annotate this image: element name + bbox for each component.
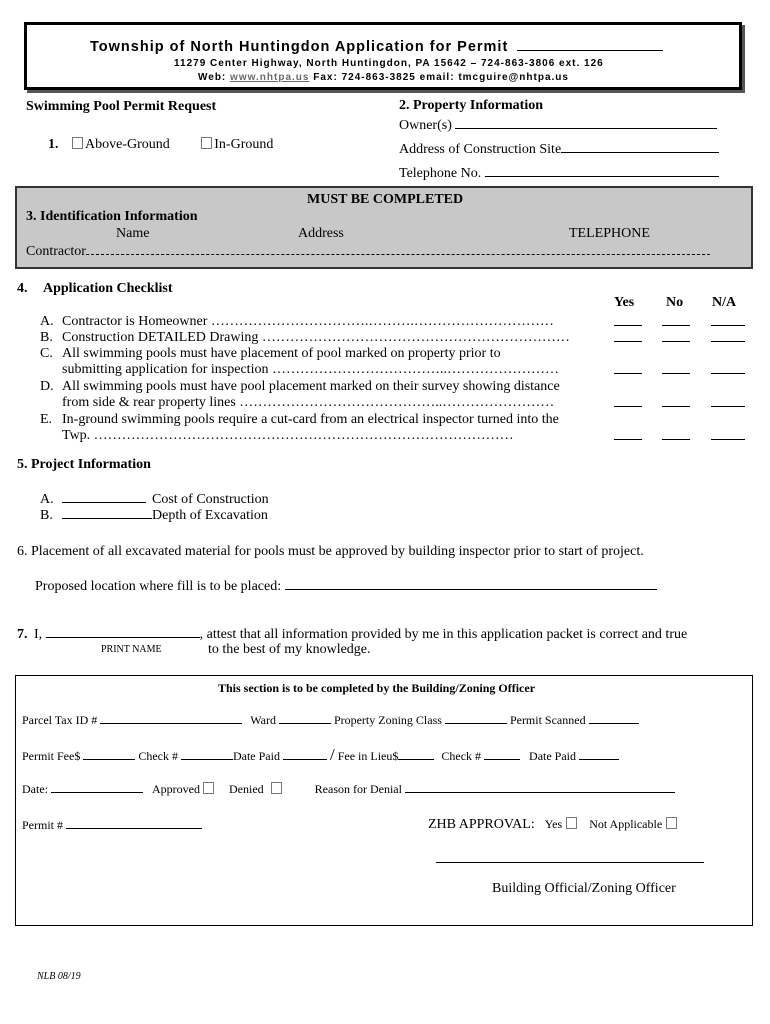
col-no: No bbox=[666, 295, 684, 310]
answer-b-yes[interactable] bbox=[614, 329, 642, 342]
checklist-item-e bbox=[40, 412, 559, 428]
answer-e-yes[interactable] bbox=[614, 427, 642, 440]
telephone-row bbox=[399, 164, 719, 182]
checklist-item-d-cont: from side & rear property lines ……………………………………..…………………… bbox=[62, 395, 555, 410]
checklist-item-c bbox=[40, 346, 501, 362]
telephone-field[interactable] bbox=[485, 164, 719, 177]
official-caption: Building Official/Zoning Officer bbox=[492, 881, 676, 896]
check1-field[interactable] bbox=[181, 747, 233, 760]
date-paid1-field[interactable] bbox=[283, 747, 327, 760]
pool-request-title: Swimming Pool Permit Request bbox=[26, 99, 217, 114]
print-name-field[interactable] bbox=[46, 625, 200, 638]
address-label: Address of Construction Site bbox=[399, 142, 562, 157]
contractor-label: Contractor bbox=[26, 244, 86, 259]
parcel-field[interactable] bbox=[100, 711, 242, 724]
above-ground-checkbox[interactable] bbox=[72, 137, 83, 149]
cost-label: Cost of Construction bbox=[152, 492, 269, 507]
item-letter: B. bbox=[40, 330, 53, 345]
property-title: 2. Property Information bbox=[399, 98, 543, 113]
check2-field[interactable] bbox=[484, 747, 520, 760]
answer-e-na[interactable] bbox=[711, 427, 745, 440]
permit-no-label: Permit # bbox=[22, 818, 63, 832]
officer-row-1 bbox=[22, 711, 639, 728]
cost-letter: A. bbox=[40, 492, 54, 507]
in-ground-checkbox[interactable] bbox=[201, 137, 212, 149]
date-paid2-field[interactable] bbox=[579, 747, 619, 760]
check2-label: Check # bbox=[441, 749, 482, 763]
col-name: Name bbox=[116, 226, 150, 241]
address-row bbox=[399, 140, 719, 158]
checklist-item-e-cont: Twp. ……………………………………………………………………………… bbox=[62, 428, 514, 443]
reason-label: Reason for Denial bbox=[314, 782, 402, 796]
item-text: Contractor is Homeowner …………………………….……….………………………… bbox=[62, 314, 554, 329]
fee-in-lieu-field[interactable] bbox=[398, 747, 434, 760]
permit-no-row bbox=[22, 816, 202, 833]
answer-c-no[interactable] bbox=[662, 361, 690, 374]
pool-number: 1. bbox=[48, 137, 59, 152]
header-address: 11279 Center Highway, North Huntingdon, PA 15642 – 724-863-3806 ext. 126 bbox=[174, 58, 604, 69]
contractor-field[interactable] bbox=[86, 242, 710, 255]
answer-e-no[interactable] bbox=[662, 427, 690, 440]
item-text: All swimming pools must have placement of pool marked on property prior to bbox=[62, 346, 501, 361]
item-text: In-ground swimming pools require a cut-card from an electrical inspector turned into the bbox=[62, 412, 559, 427]
attest-i: I, bbox=[34, 627, 43, 642]
ward-field[interactable] bbox=[279, 711, 331, 724]
zhb-yes-label: Yes bbox=[544, 817, 563, 831]
depth-letter: B. bbox=[40, 508, 53, 523]
permit-fee-label: Permit Fee$ bbox=[22, 749, 81, 763]
approved-checkbox[interactable] bbox=[203, 782, 214, 794]
reason-field[interactable] bbox=[405, 780, 675, 793]
answer-d-yes[interactable] bbox=[614, 394, 642, 407]
print-name-caption: PRINT NAME bbox=[101, 644, 162, 655]
permit-fee-field[interactable] bbox=[83, 747, 135, 760]
zhb-row bbox=[428, 815, 679, 833]
answer-a-na[interactable] bbox=[711, 313, 745, 326]
depth-field[interactable] bbox=[62, 506, 152, 519]
col-yes: Yes bbox=[614, 295, 635, 310]
answer-b-no[interactable] bbox=[662, 329, 690, 342]
permit-number-blank[interactable] bbox=[517, 38, 663, 51]
col-address: Address bbox=[298, 226, 344, 241]
denied-label: Denied bbox=[229, 782, 264, 796]
fill-row bbox=[35, 577, 657, 595]
checklist-title: Application Checklist bbox=[43, 281, 173, 296]
item-text: Construction DETAILED Drawing ………………………………………………………… bbox=[62, 330, 570, 345]
pool-type-row bbox=[48, 137, 273, 153]
date-paid1-label: Date Paid bbox=[232, 749, 280, 763]
header-contact bbox=[198, 72, 569, 83]
denied-checkbox[interactable] bbox=[271, 782, 282, 794]
attest-cont: to the best of my knowledge. bbox=[208, 642, 371, 657]
parcel-label: Parcel Tax ID # bbox=[22, 713, 98, 727]
placement-text: 6. Placement of all excavated material for pools must be approved by building inspector prior to start of project. bbox=[17, 544, 644, 559]
in-ground-label: In-Ground bbox=[214, 137, 274, 152]
telephone-label: Telephone No. bbox=[399, 166, 482, 181]
check1-label: Check # bbox=[138, 749, 178, 763]
date-paid2-label: Date Paid bbox=[529, 749, 577, 763]
zoning-class-label: Property Zoning Class bbox=[333, 713, 442, 727]
checklist-heading bbox=[17, 281, 173, 297]
col-telephone: TELEPHONE bbox=[569, 226, 650, 241]
attest-number: 7. bbox=[17, 627, 28, 642]
date-field[interactable] bbox=[51, 780, 143, 793]
item-letter: C. bbox=[40, 346, 53, 361]
fax-email: Fax: 724-863-3825 email: tmcguire@nhtpa.us bbox=[313, 72, 569, 83]
fee-in-lieu-label: Fee in Lieu$ bbox=[337, 749, 399, 763]
answer-a-no[interactable] bbox=[662, 313, 690, 326]
cost-field[interactable] bbox=[62, 490, 146, 503]
item-letter: D. bbox=[40, 379, 54, 394]
item-text: All swimming pools must have pool placement marked on their survey showing distance bbox=[62, 379, 560, 394]
form-title bbox=[90, 38, 663, 55]
permit-scanned-field[interactable] bbox=[589, 711, 639, 724]
zoning-class-field[interactable] bbox=[445, 711, 507, 724]
project-title: 5. Project Information bbox=[17, 457, 151, 472]
answer-a-yes[interactable] bbox=[614, 313, 642, 326]
item-letter: E. bbox=[40, 412, 53, 427]
checklist-number: 4. bbox=[17, 281, 28, 296]
attest-row bbox=[17, 625, 687, 643]
approved-label: Approved bbox=[152, 782, 200, 796]
col-na: N/A bbox=[712, 295, 737, 310]
answer-d-no[interactable] bbox=[662, 394, 690, 407]
item-letter: A. bbox=[40, 314, 54, 329]
web-label: Web: bbox=[198, 72, 227, 83]
checklist-item-a bbox=[40, 314, 554, 330]
above-ground-label: Above-Ground bbox=[85, 137, 170, 152]
address-field[interactable] bbox=[561, 140, 719, 153]
depth-row bbox=[40, 506, 268, 524]
checklist-item-c-cont: submitting application for inspection ………………………………..…………………… bbox=[62, 362, 559, 377]
owner-field[interactable] bbox=[455, 116, 717, 129]
fill-label: Proposed location where fill is to be placed: bbox=[35, 579, 282, 594]
zhb-na-checkbox[interactable] bbox=[666, 817, 677, 829]
zhb-yes-checkbox[interactable] bbox=[566, 817, 577, 829]
ward-label: Ward bbox=[250, 713, 276, 727]
permit-scanned-label: Permit Scanned bbox=[509, 713, 586, 727]
officer-row-2 bbox=[22, 745, 619, 765]
attest-text: , attest that all information provided by me in this application packet is correct and true bbox=[199, 627, 688, 642]
web-link[interactable]: www.nhtpa.us bbox=[230, 72, 310, 83]
officer-heading: This section is to be completed by the Building/Zoning Officer bbox=[218, 681, 536, 695]
depth-label: Depth of Excavation bbox=[152, 508, 268, 523]
must-be-completed: MUST BE COMPLETED bbox=[307, 192, 464, 207]
official-signature-line[interactable] bbox=[436, 850, 704, 863]
checklist-item-b bbox=[40, 330, 570, 346]
owner-label: Owner(s) bbox=[399, 118, 452, 133]
answer-c-na[interactable] bbox=[711, 361, 745, 374]
contractor-row bbox=[26, 242, 710, 260]
form-title-text: Township of North Huntingdon Application for Permit bbox=[90, 39, 509, 55]
answer-b-na[interactable] bbox=[711, 329, 745, 342]
answer-c-yes[interactable] bbox=[614, 361, 642, 374]
answer-d-na[interactable] bbox=[711, 394, 745, 407]
slash-divider: / bbox=[329, 745, 335, 764]
fill-location-field[interactable] bbox=[285, 577, 657, 590]
officer-row-3 bbox=[22, 780, 675, 797]
date-label: Date: bbox=[22, 782, 48, 796]
zhb-label: ZHB APPROVAL: bbox=[428, 817, 535, 832]
owner-row bbox=[399, 116, 717, 134]
footer-code: NLB 08/19 bbox=[37, 971, 81, 982]
identification-title: 3. Identification Information bbox=[26, 209, 198, 224]
zhb-na-label: Not Applicable bbox=[589, 817, 663, 831]
permit-no-field[interactable] bbox=[66, 816, 202, 829]
checklist-item-d bbox=[40, 379, 560, 395]
